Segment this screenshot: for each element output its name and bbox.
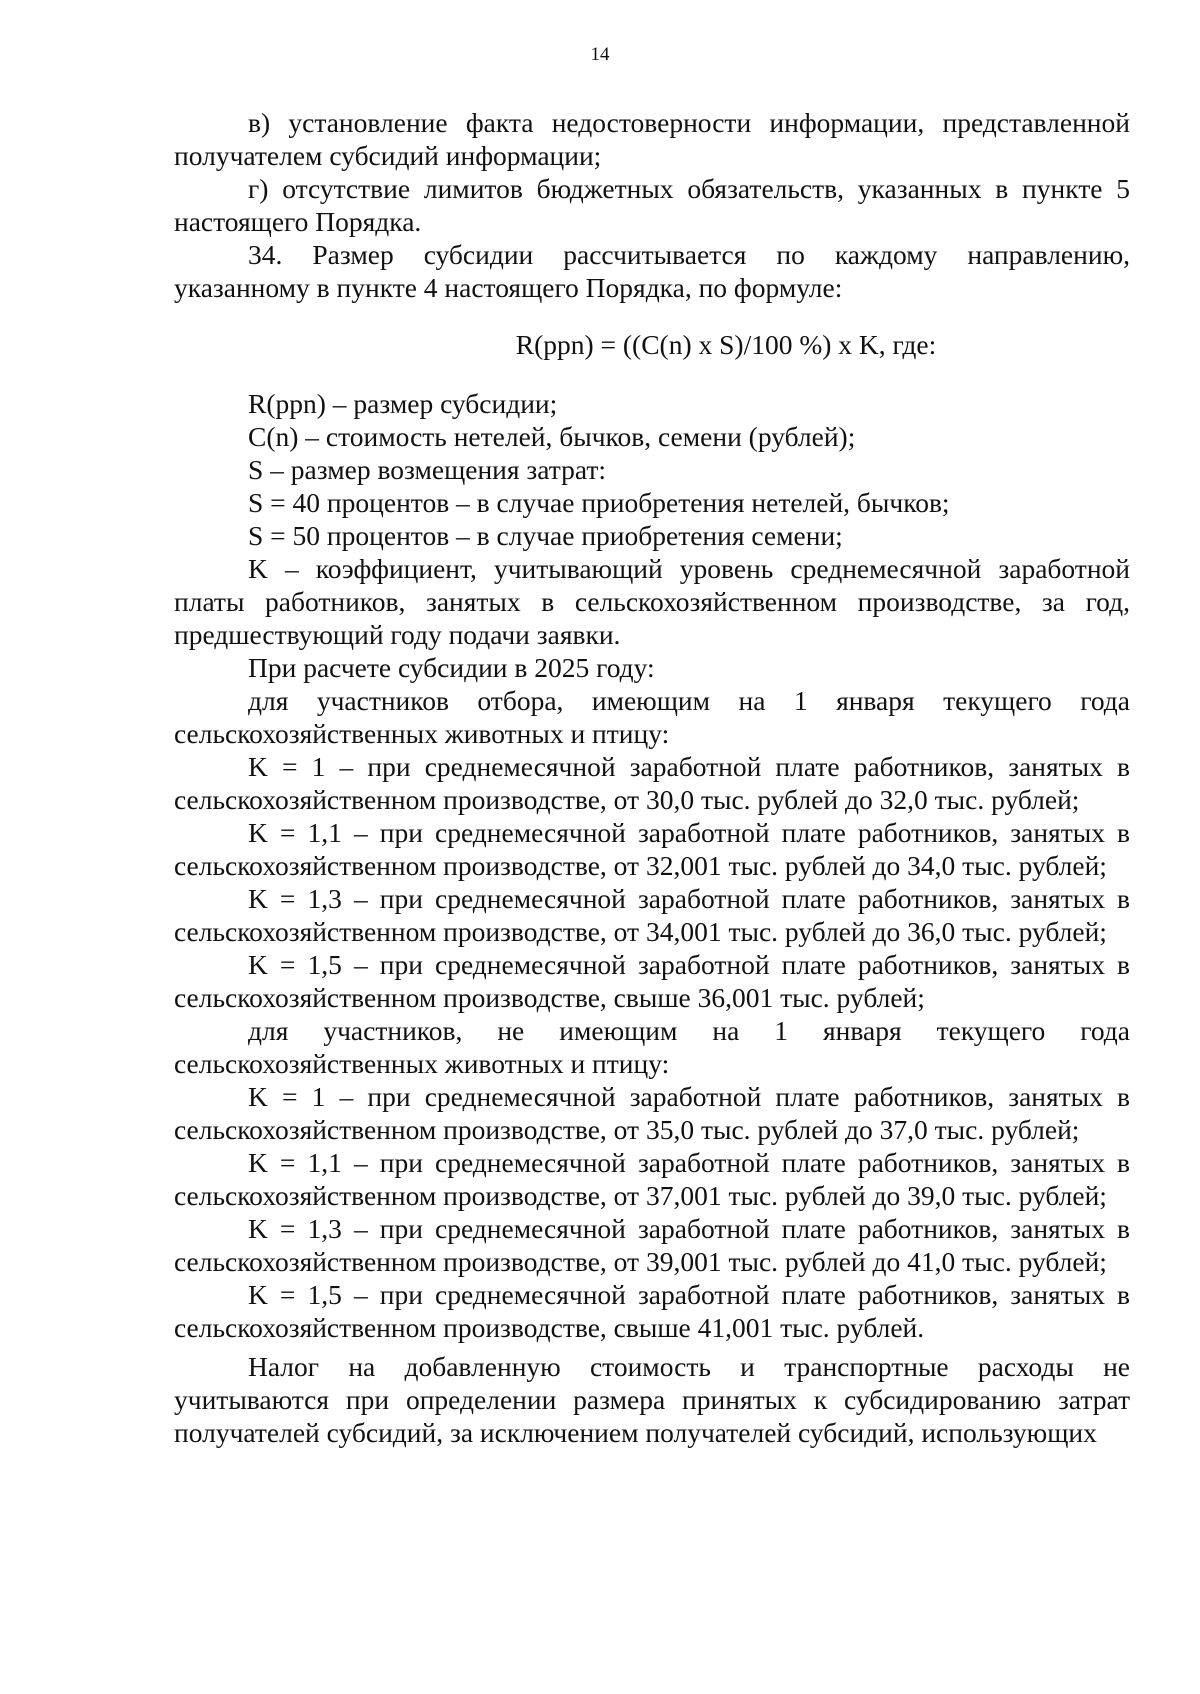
group-with-animals-heading: для участников отбора, имеющим на 1 января текущего года сельскохозяйственных животных и птицу: [174, 685, 1130, 749]
closing-paragraph: Налог на добавленную стоимость и транспортные расходы не учитываются при определении размера принятых к субсидированию затрат получателей субсидий, за исключением получателей субсидий, использующих [174, 1351, 1130, 1448]
k-item: K = 1,1 – при среднемесячной заработной плате работников, занятых в сельскохозяйственном производстве, от 37,001 тыс. рублей до 39,0 тыс. рублей; [174, 1147, 1130, 1211]
definition-s-40: S = 40 процентов – в случае приобретения нетелей, бычков; [248, 487, 950, 518]
paragraph-34: 34. Размер субсидии рассчитывается по каждому направлению, указанному в пункте 4 настоящего Порядка, по формуле: [174, 239, 1130, 303]
k-item: K = 1,5 – при среднемесячной заработной плате работников, занятых в сельскохозяйственном производстве, свыше 41,001 тыс. рублей. [174, 1279, 1130, 1343]
definition-cn: C(n) – стоимость нетелей, бычков, семени (рублей); [248, 421, 856, 452]
k-item: K = 1 – при среднемесячной заработной плате работников, занятых в сельскохозяйственном производстве, от 30,0 тыс. рублей до 32,0 тыс. рублей; [174, 751, 1130, 815]
definition-s: S – размер возмещения затрат: [248, 454, 607, 485]
k-item: K = 1,3 – при среднемесячной заработной плате работников, занятых в сельскохозяйственном производстве, от 34,001 тыс. рублей до 36,0 тыс. рублей; [174, 883, 1130, 947]
subsidy-formula: R(ppn) = ((C(n) x S)/100 %) x K, где: [515, 329, 937, 360]
document-body [174, 106, 1130, 1449]
page-number: 14 [590, 44, 610, 65]
definition-s-50: S = 50 процентов – в случае приобретения семени; [248, 520, 843, 551]
definition-k: K – коэффициент, учитывающий уровень среднемесячной заработной платы работников, занятых в сельскохозяйственном производстве, за год, предшествующий году подачи заявки. [174, 553, 1130, 650]
definition-rppn: R(ppn) – размер субсидии; [248, 388, 558, 419]
k-item: K = 1 – при среднемесячной заработной плате работников, занятых в сельскохозяйственном производстве, от 35,0 тыс. рублей до 37,0 тыс. рублей; [174, 1081, 1130, 1145]
paragraph-item-v: в) установление факта недостоверности информации, представленной получателем субсидий информации; [174, 107, 1130, 171]
k-item: K = 1,5 – при среднемесячной заработной плате работников, занятых в сельскохозяйственном производстве, свыше 36,001 тыс. рублей; [174, 949, 1130, 1013]
paragraph-item-g: г) отсутствие лимитов бюджетных обязательств, указанных в пункте 5 настоящего Порядка. [174, 173, 1130, 237]
calculation-intro: При расчете субсидии в 2025 году: [248, 652, 655, 683]
k-item: K = 1,3 – при среднемесячной заработной плате работников, занятых в сельскохозяйственном производстве, от 39,001 тыс. рублей до 41,0 тыс. рублей; [174, 1213, 1130, 1277]
k-item: K = 1,1 – при среднемесячной заработной плате работников, занятых в сельскохозяйственном производстве, от 32,001 тыс. рублей до 34,0 тыс. рублей; [174, 817, 1130, 881]
group-without-animals-heading: для участников, не имеющим на 1 января текущего года сельскохозяйственных животных и птицу: [174, 1015, 1130, 1079]
